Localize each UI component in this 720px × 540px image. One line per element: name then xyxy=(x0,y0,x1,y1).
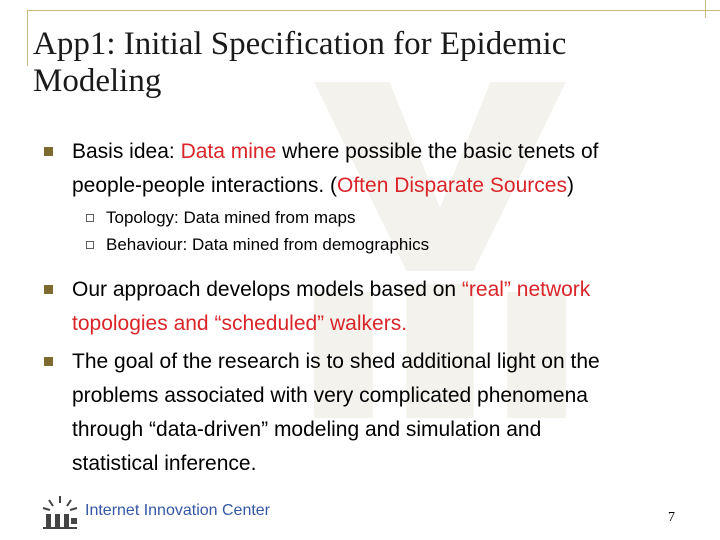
iic-logo-icon xyxy=(40,494,80,532)
bullet-1-line-2-text-c: ) xyxy=(566,174,574,197)
bullet-1-line-2 xyxy=(72,171,574,200)
slide-title xyxy=(33,26,693,100)
sub-item-topology: Topology: Data mined from maps xyxy=(106,208,356,227)
page-number: 7 xyxy=(668,510,675,525)
sub-bullet-marker-2 xyxy=(86,241,94,249)
bullet-1-line-1 xyxy=(72,137,598,166)
bullet-3-line-2: problems associated with very complicated phenomena xyxy=(72,384,588,407)
bullet-3-line-4: statistical inference. xyxy=(72,452,257,475)
bullet-marker-3 xyxy=(44,357,53,366)
bullet-1-line-1-text-a: Basis idea: xyxy=(72,140,181,163)
bullet-1-line-1-text-c: where possible the basic tenets of xyxy=(276,140,599,163)
top-rule xyxy=(27,10,720,19)
bullet-marker-2 xyxy=(44,285,53,294)
bullet-1-highlight-sources: Often Disparate Sources xyxy=(337,174,567,197)
bullet-3-line-3: through “data-driven” modeling and simulation and xyxy=(72,418,542,441)
bullet-2-line-1 xyxy=(72,275,590,304)
sub-item-behaviour: Behaviour: Data mined from demographics xyxy=(106,235,430,254)
sub-bullet-marker-1 xyxy=(86,214,94,222)
bullet-1-line-2-text-a: people-people interactions. ( xyxy=(72,174,338,197)
bullet-marker-1 xyxy=(44,147,53,156)
title-line-1: App1: Initial Specification for Epidemic xyxy=(33,26,567,62)
right-rule xyxy=(705,0,706,18)
bullet-3-line-1: The goal of the research is to shed additional light on the xyxy=(72,350,600,373)
left-rule xyxy=(27,10,28,66)
footer-org-name: Internet Innovation Center xyxy=(85,502,271,519)
bullet-1-highlight-data-mine: Data mine xyxy=(180,140,277,163)
bullet-2-line-2: topologies and “scheduled” walkers. xyxy=(72,312,408,335)
title-line-2: Modeling xyxy=(33,63,162,99)
bullet-2-highlight-line-1: “real” network xyxy=(461,278,591,301)
bullet-2-line-1-text-a: Our approach develops models based on xyxy=(72,278,462,301)
